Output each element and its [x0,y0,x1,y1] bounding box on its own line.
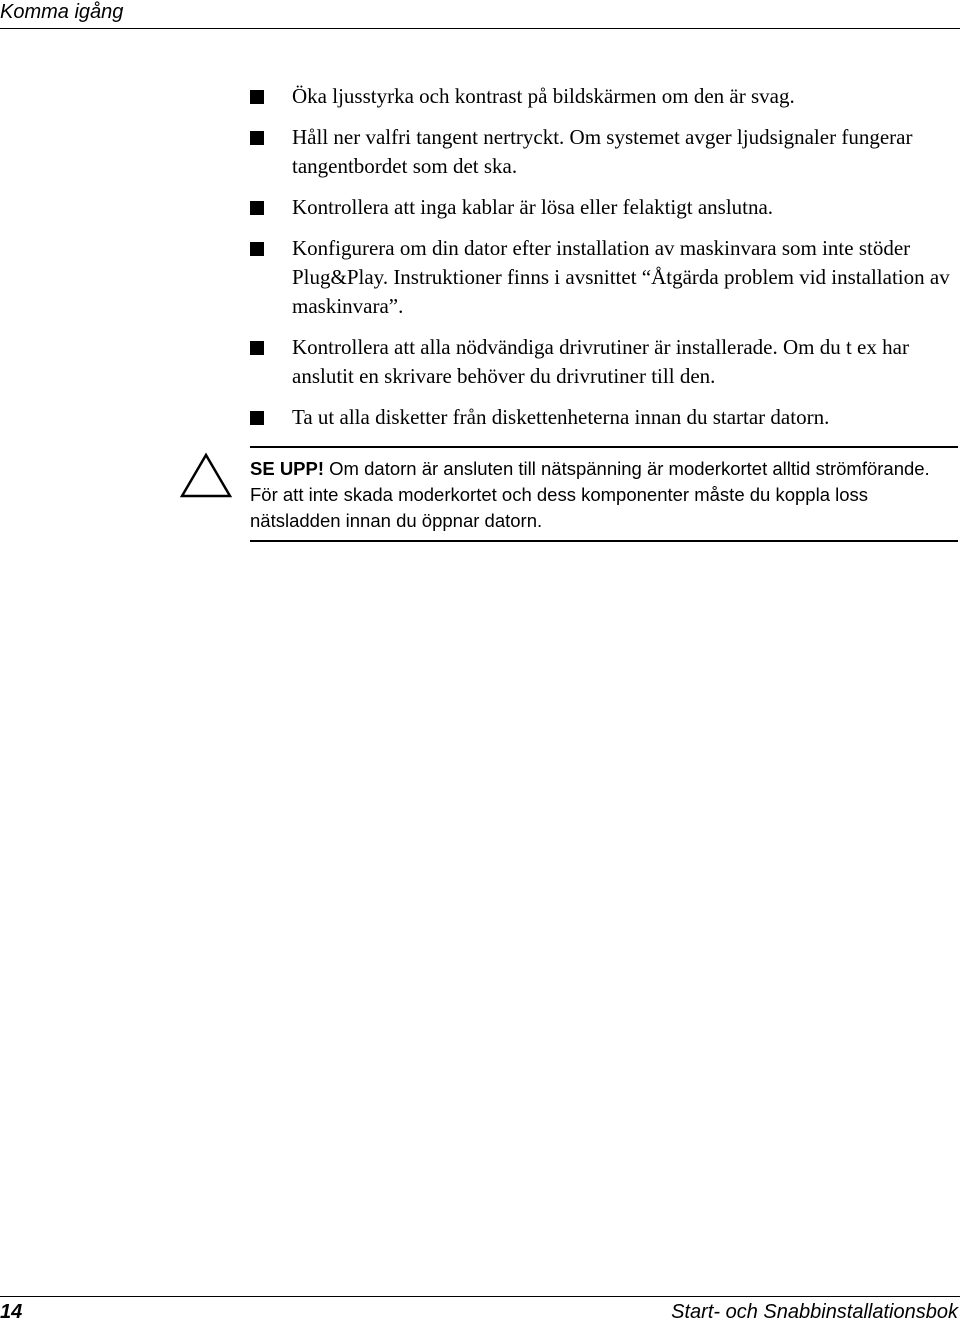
list-item [250,193,958,222]
square-bullet-icon [250,242,264,256]
list-item-text: Öka ljusstyrka och kontrast på bildskärmen om den är svag. [292,84,795,108]
section-header-title: Komma igång [0,1,124,23]
caution-label: SE UPP! [250,458,325,479]
caution-top-rule [250,446,958,448]
header-divider [0,28,960,29]
page-number: 14 [0,1301,23,1323]
caution-note [250,456,950,534]
book-title: Start- och Snabbinstallationsbok [671,1301,958,1323]
list-item-text: Håll ner valfri tangent nertryckt. Om systemet avger ljudsignaler fungerar tangentbordet som det ska. [292,125,913,178]
list-item-text: Kontrollera att inga kablar är lösa eller felaktigt anslutna. [292,195,774,219]
warning-triangle-icon [180,452,232,498]
troubleshooting-list [250,82,958,444]
square-bullet-icon [250,131,264,145]
caution-body: Om datorn är ansluten till nätspänning är moderkortet alltid strömförande. För att inte skada moderkortet och dess komponenter måste du koppla loss nätsladden innan du öppnar datorn. [250,458,930,531]
list-item-text: Ta ut alla disketter från diskettenheterna innan du startar datorn. [292,405,830,429]
square-bullet-icon [250,341,264,355]
list-item [250,333,958,391]
square-bullet-icon [250,411,264,425]
list-item-text: Kontrollera att alla nödvändiga drivrutiner är installerade. Om du t ex har anslutit en skrivare behöver du drivrutiner till den. [292,335,909,388]
list-item [250,123,958,181]
footer-divider [0,1296,960,1297]
list-item [250,82,958,111]
square-bullet-icon [250,201,264,215]
list-item-text: Konfigurera om din dator efter installation av maskinvara som inte stöder Plug&Play. Instruktioner finns i avsnittet “Åtgärda problem vid installation av maskinvara”. [292,236,950,318]
caution-bottom-rule [250,540,958,542]
list-item [250,234,958,321]
list-item [250,403,958,432]
square-bullet-icon [250,90,264,104]
